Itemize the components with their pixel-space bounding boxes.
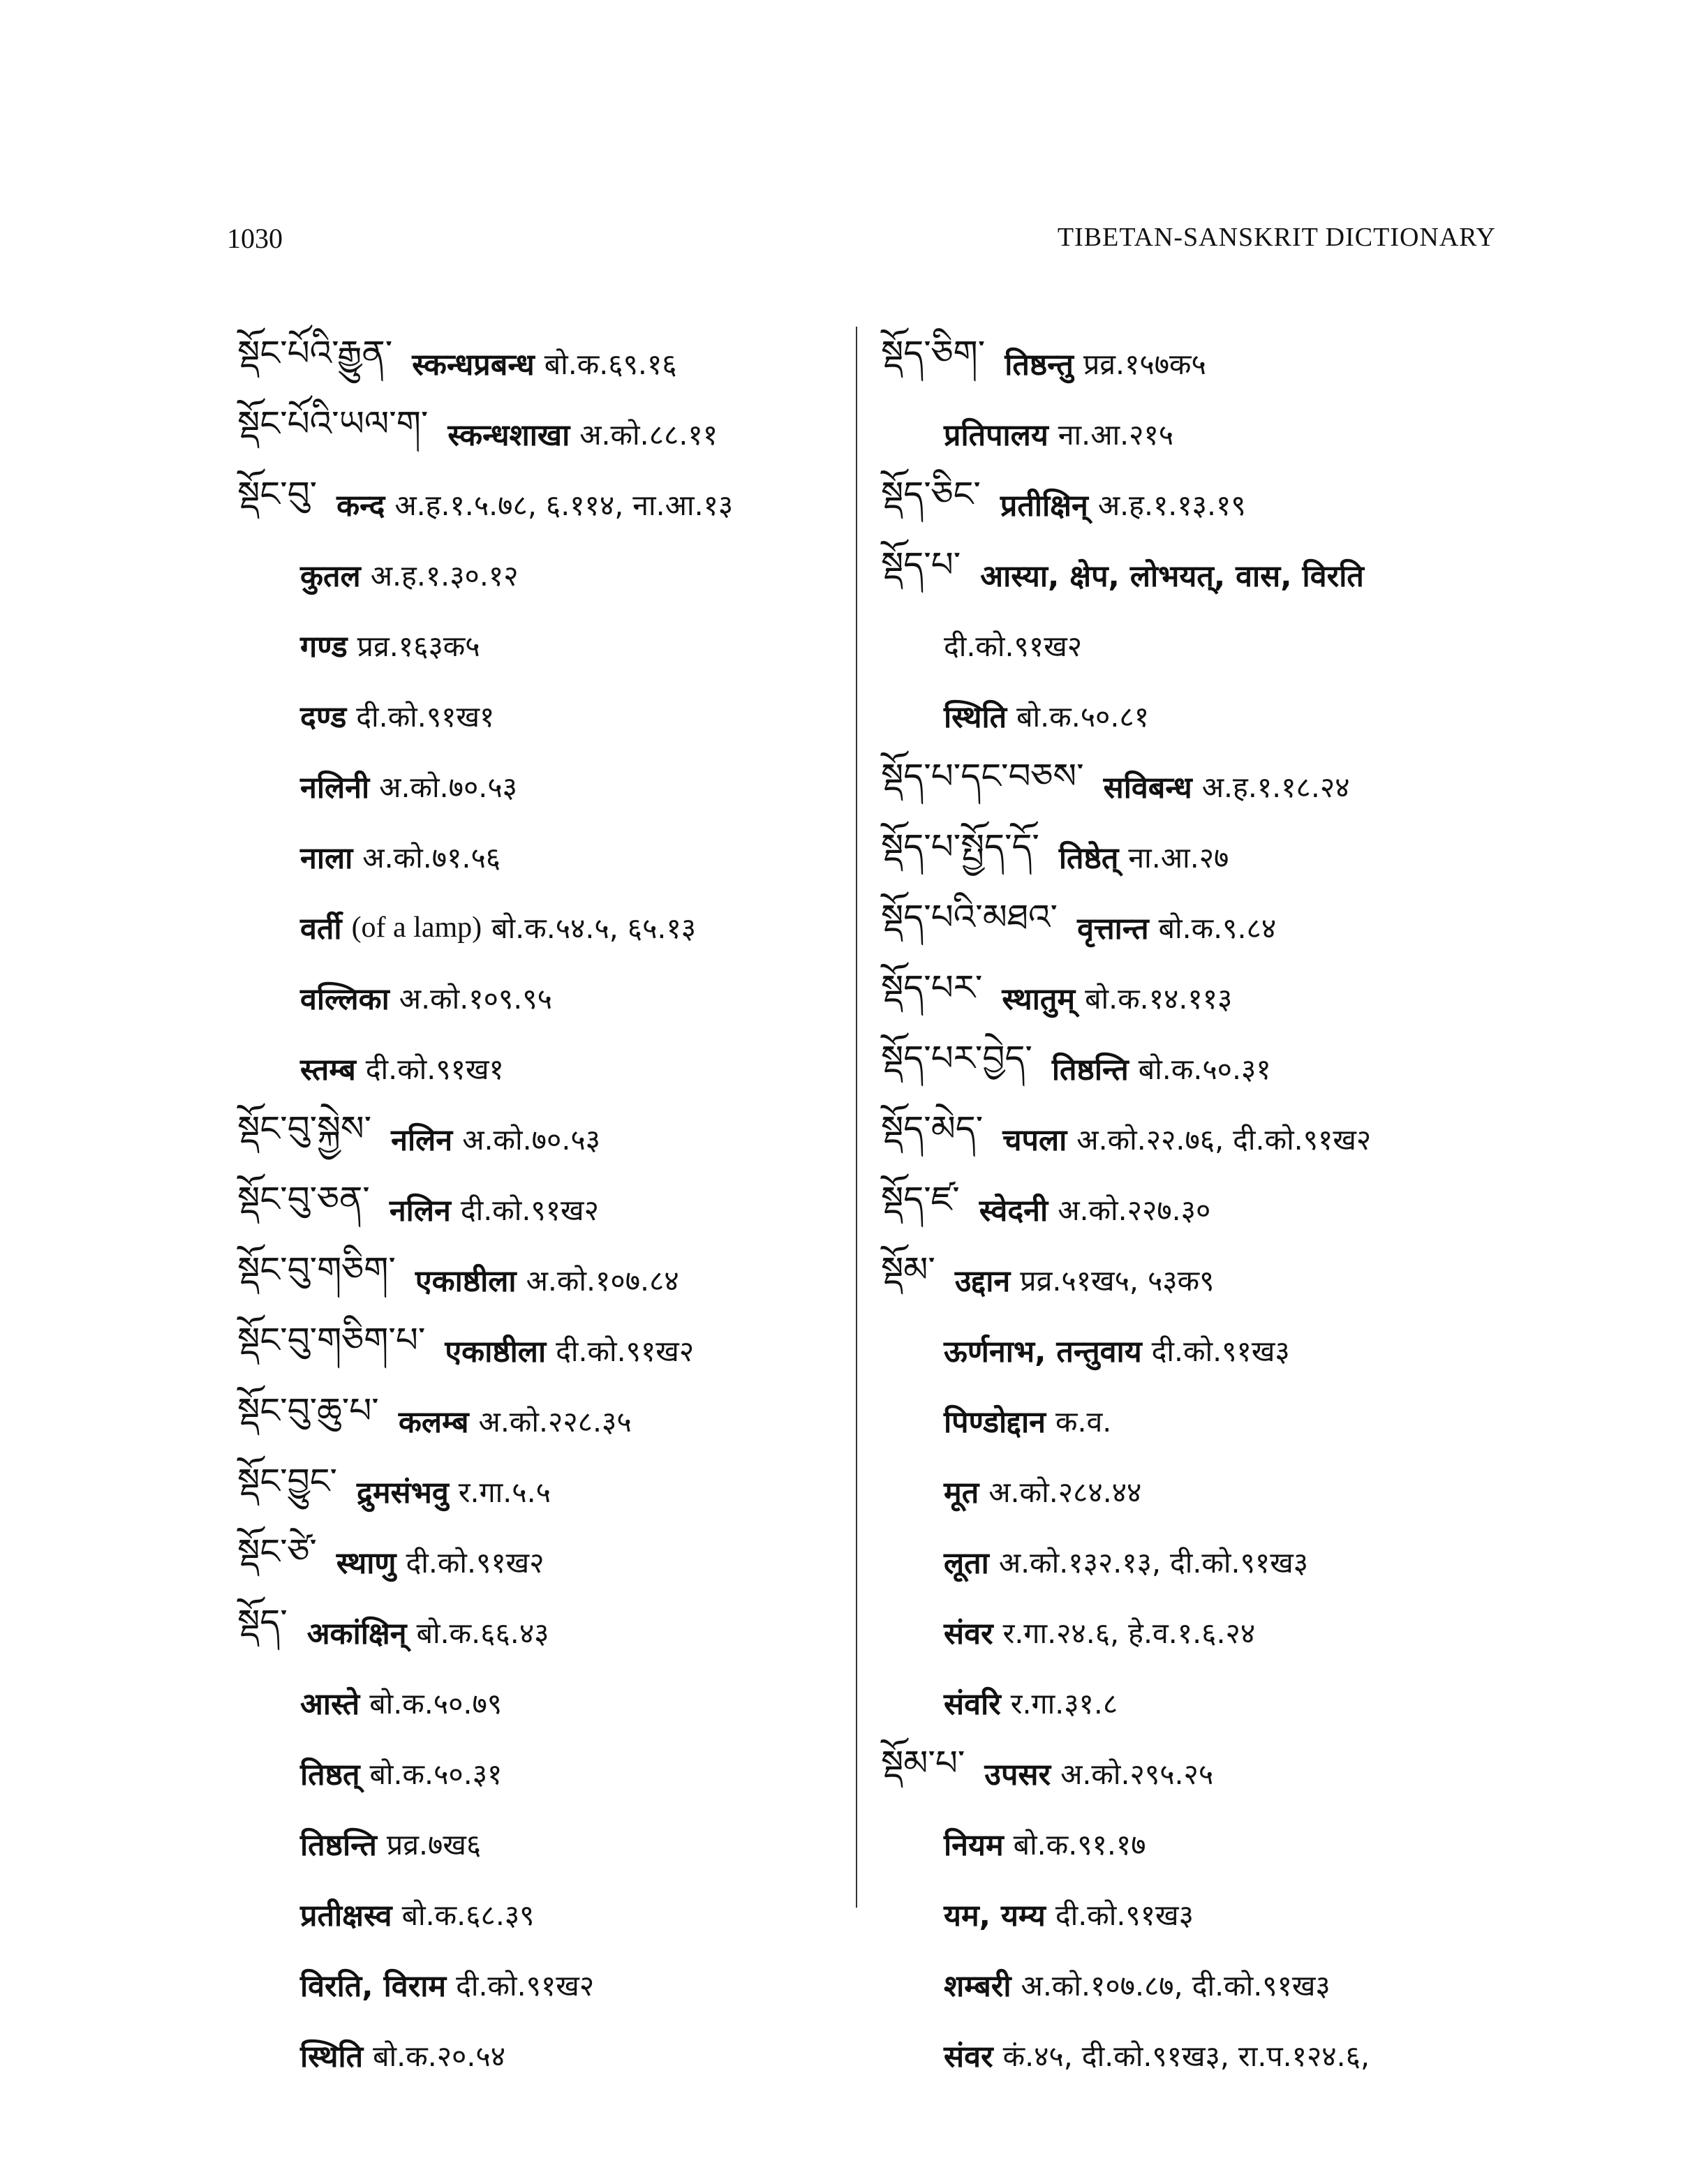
source-references: र.गा.५.५ [458, 1475, 551, 1509]
tibetan-headword: སྡོད་མེད་ [881, 1108, 984, 1149]
sanskrit-equivalent: दण्ड [300, 700, 347, 735]
source-references: बो.क.९.८४ [1158, 911, 1277, 945]
dictionary-subentry [881, 1456, 1509, 1526]
dictionary-subentry [237, 751, 838, 822]
sanskrit-equivalent: संवर [944, 1617, 993, 1651]
source-references: दी.को.९१ख३ [1151, 1334, 1290, 1368]
tibetan-headword: སྡོད་ཛ་ [881, 1178, 960, 1219]
dictionary-entry [881, 1104, 1509, 1174]
sanskrit-equivalent: अकांक्षिन् [306, 1617, 407, 1651]
dictionary-subentry [237, 2020, 838, 2090]
sanskrit-equivalent: संवर [944, 2040, 993, 2074]
source-references: बो.क.५०.८१ [1016, 699, 1150, 734]
dictionary-entry [237, 1456, 838, 1526]
dictionary-subentry [237, 540, 838, 610]
sanskrit-equivalent: द्रुमसंभवु [357, 1476, 449, 1510]
sanskrit-equivalent: वर्ती [300, 912, 342, 946]
source-references: कं.४५, दी.को.९१ख३, रा.प.१२४.६, [1002, 2039, 1370, 2073]
sanskrit-equivalent: स्कन्धप्रबन्ध [412, 348, 535, 382]
source-references: अ.ह.१.३०.१२ [370, 558, 519, 593]
right-column [881, 328, 1509, 2090]
source-references: बो.क.५०.३१ [369, 1757, 503, 1791]
source-references: दी.को.९१ख३ [1055, 1898, 1194, 1932]
sanskrit-equivalent: वल्लिका [300, 982, 390, 1017]
source-references: ना.आ.२१५ [1058, 417, 1174, 452]
sanskrit-equivalent: कलम्ब [398, 1405, 469, 1440]
tibetan-headword: སྡོམ་ [881, 1249, 935, 1290]
source-references: अ.ह.१.१३.१९ [1097, 488, 1246, 522]
tibetan-headword: སྡོང་པོའི་ཡལ་ག་ [237, 403, 429, 444]
sanskrit-equivalent: नलिन [391, 1123, 453, 1158]
source-references: अ.को.१०९.९५ [399, 981, 552, 1016]
dictionary-entry [881, 1738, 1509, 1808]
source-references: बो.क.५०.३१ [1138, 1052, 1271, 1086]
dictionary-subentry [237, 610, 838, 681]
source-references: अ.ह.१.१८.२४ [1201, 770, 1350, 804]
source-references: बो.क.१४.११३ [1085, 981, 1233, 1016]
sanskrit-equivalent: स्तम्ब [300, 1053, 356, 1087]
dictionary-subentry [881, 1667, 1509, 1738]
tibetan-headword: སྡོད་པར་ [881, 967, 983, 1008]
dictionary-entry [881, 328, 1509, 399]
tibetan-headword: སྡོད་ཅིང་ [881, 473, 981, 514]
tibetan-headword: སྡོང་བུ་ཆུ་པ་ [237, 1390, 379, 1431]
source-references: बो.क.५४.५, ६५.१३ [491, 911, 697, 945]
sanskrit-equivalent: आस्या, क्षेप, लोभयत्, वास, विरति [980, 559, 1364, 594]
source-references: अ.को.७१.५६ [362, 840, 501, 875]
sanskrit-equivalent: शम्बरी [944, 1969, 1011, 2004]
tibetan-headword: སྡོང་བུ་སྐྱེས་ [237, 1108, 372, 1149]
source-references: बो.क.६६.४३ [416, 1616, 549, 1650]
dictionary-subentry [881, 1315, 1509, 1386]
sanskrit-equivalent: प्रतीक्षिन् [1000, 489, 1088, 523]
source-references: अ.को.२२८.३५ [478, 1404, 632, 1439]
tibetan-headword: སྡོང་བུ་ཅན་ [237, 1178, 370, 1219]
dictionary-subentry [881, 610, 1509, 681]
tibetan-headword: སྡོམ་པ་ [881, 1742, 965, 1783]
dictionary-subentry [237, 892, 838, 963]
sanskrit-equivalent: स्थातुम् [1002, 982, 1076, 1017]
dictionary-subentry [881, 1386, 1509, 1456]
sanskrit-equivalent: स्वेदनी [979, 1194, 1048, 1228]
source-references: अ.को.१३२.१३, दी.को.९१ख३ [998, 1545, 1309, 1580]
sanskrit-equivalent: नलिनी [300, 771, 370, 805]
source-references: दी.को.९१ख२ [944, 629, 1083, 663]
sanskrit-equivalent: एकाष्ठीला [445, 1335, 547, 1369]
source-references: र.गा.३१.८ [1010, 1686, 1118, 1721]
source-references: प्रव्र.५१ख५, ५३क९ [1020, 1263, 1215, 1298]
column-divider [856, 327, 857, 1908]
source-references: बो.क.२०.५४ [373, 2039, 506, 2073]
tibetan-headword: སྡོང་ཙེ་ [237, 1531, 317, 1572]
sanskrit-equivalent: तिष्ठत् [300, 1758, 360, 1792]
sanskrit-equivalent: नाला [300, 841, 353, 876]
sanskrit-equivalent: विरति, विराम [300, 1969, 447, 2004]
source-references: अ.को.७०.५३ [379, 770, 517, 804]
source-references: र.गा.२४.६, हे.व.१.६.२४ [1002, 1616, 1256, 1650]
tibetan-headword: སྡོང་བུ་ [237, 473, 318, 514]
source-references: दी.को.९१ख१ [356, 699, 495, 734]
sanskrit-equivalent: नलिन [389, 1194, 451, 1228]
source-references: अ.को.२९५.२५ [1060, 1757, 1214, 1791]
sanskrit-equivalent: प्रतीक्षस्व [300, 1899, 392, 1933]
sanskrit-equivalent: कन्द [336, 489, 385, 523]
source-references: दी.को.९१ख२ [556, 1334, 695, 1368]
sanskrit-equivalent: गण्ड [300, 630, 348, 664]
tibetan-headword: སྡོད་པ་ [881, 544, 961, 585]
source-references: प्रव्र.७ख६ [386, 1827, 482, 1862]
dictionary-entry [881, 1245, 1509, 1315]
dictionary-entry [237, 399, 838, 469]
tibetan-headword: སྡོང་བྱུང་ [237, 1460, 337, 1501]
source-references: अ.को.२८४.४४ [988, 1475, 1142, 1509]
dictionary-subentry [881, 1808, 1509, 1879]
sanskrit-equivalent: स्थिति [944, 700, 1007, 735]
sanskrit-equivalent: स्थिति [300, 2040, 364, 2074]
dictionary-subentry [881, 1526, 1509, 1597]
sanskrit-equivalent: एकाष्ठीला [415, 1264, 517, 1299]
source-references: ना.आ.२७ [1128, 840, 1229, 875]
dictionary-subentry [881, 1879, 1509, 1949]
tibetan-headword: སྡོད་པར་བྱེད་ [881, 1037, 1032, 1078]
sanskrit-equivalent: कुतल [300, 559, 361, 594]
source-references: अ.को.२२.७६, दी.को.९१ख२ [1076, 1122, 1372, 1157]
dictionary-subentry [881, 2020, 1509, 2090]
tibetan-headword: སྡོང་བུ་གཅིག་ [237, 1249, 396, 1290]
sanskrit-equivalent: वृत्तान्त [1077, 912, 1149, 946]
source-references: क.व. [1055, 1404, 1112, 1439]
source-references: प्रव्र.१६३क५ [357, 629, 480, 663]
sanskrit-equivalent: आस्ते [300, 1687, 360, 1722]
source-references: दी.को.९१ख२ [406, 1545, 544, 1580]
dictionary-subentry [237, 681, 838, 751]
sanskrit-equivalent: लूता [944, 1546, 989, 1581]
dictionary-subentry [237, 1808, 838, 1879]
source-references: दी.को.९१ख२ [460, 1193, 599, 1227]
source-references: बो.क.६९.१६ [544, 347, 677, 381]
sanskrit-equivalent: पिण्डोद्दान [944, 1405, 1046, 1440]
sanskrit-equivalent: मूत [944, 1476, 979, 1510]
dictionary-subentry [237, 822, 838, 892]
tibetan-headword: སྡོད་པའི་མཐའ་ [881, 896, 1058, 937]
sanskrit-equivalent: ऊर्णनाभ, तन्तुवाय [944, 1335, 1142, 1369]
source-references: अ.ह.१.५.७८, ६.११४, ना.आ.१३ [394, 488, 734, 522]
dictionary-subentry [237, 1879, 838, 1949]
source-references: बो.क.६८.३९ [401, 1898, 535, 1932]
dictionary-subentry [881, 1949, 1509, 2020]
sanskrit-equivalent: यम, यम्य [944, 1899, 1046, 1933]
tibetan-headword: སྡོང་པོའི་རྒྱུན་ [237, 332, 393, 373]
sanskrit-equivalent: उपसर [984, 1758, 1051, 1792]
dictionary-subentry [881, 1597, 1509, 1667]
source-references: बो.क.९१.१७ [1013, 1827, 1146, 1862]
sanskrit-equivalent: उद्दान [954, 1264, 1011, 1299]
source-references: अ.को.१०७.८७, दी.को.९१ख३ [1021, 1968, 1330, 2003]
sanskrit-equivalent: सविबन्ध [1103, 771, 1192, 805]
sanskrit-equivalent: संवरि [944, 1687, 1001, 1722]
dictionary-subentry [237, 1738, 838, 1808]
source-references: अ.को.८८.११ [579, 417, 718, 452]
source-references: प्रव्र.१५७क५ [1083, 347, 1206, 381]
sanskrit-equivalent: तिष्ठन्ति [300, 1828, 377, 1863]
sanskrit-equivalent: चपला [1002, 1123, 1067, 1158]
running-head: TIBETAN-SANSKRIT DICTIONARY [1057, 223, 1496, 252]
source-references: दी.को.९१ख१ [365, 1052, 504, 1086]
tibetan-headword: སྡོད་ [237, 1601, 288, 1642]
sanskrit-equivalent: तिष्ठन्ति [1051, 1053, 1129, 1087]
sanskrit-equivalent: प्रतिपालय [944, 418, 1048, 453]
sanskrit-equivalent: तिष्ठेत् [1058, 841, 1119, 876]
tibetan-headword: སྡོད་པ་སྤྱོད་དོ་ [881, 826, 1039, 867]
sanskrit-equivalent: स्कन्धशाखा [447, 418, 570, 453]
source-references: अ.को.७०.५३ [462, 1122, 600, 1157]
sanskrit-equivalent: स्थाणु [336, 1546, 396, 1581]
source-references: दी.को.९१ख२ [456, 1968, 595, 2003]
dictionary-subentry [237, 1949, 838, 2020]
page-number: 1030 [227, 223, 283, 254]
left-column [237, 328, 838, 2090]
source-references: बो.क.५०.७९ [369, 1686, 503, 1721]
tibetan-headword: སྡོད་ཅིག་ [881, 332, 986, 373]
tibetan-headword: སྡོད་པ་དང་བཅས་ [881, 755, 1084, 796]
tibetan-headword: སྡོང་བུ་གཅིག་པ་ [237, 1319, 426, 1360]
dictionary-entry [881, 469, 1509, 540]
sanskrit-equivalent: तिष्ठन्तु [1005, 348, 1074, 382]
dictionary-subentry [237, 1667, 838, 1738]
source-references: अ.को.१०७.८४ [526, 1263, 679, 1298]
sanskrit-equivalent: नियम [944, 1828, 1004, 1863]
dictionary-subentry [237, 963, 838, 1033]
entry-note: (of a lamp) [351, 911, 482, 944]
source-references: अ.को.२२७.३० [1058, 1193, 1211, 1227]
dictionary-entry [237, 1597, 838, 1667]
